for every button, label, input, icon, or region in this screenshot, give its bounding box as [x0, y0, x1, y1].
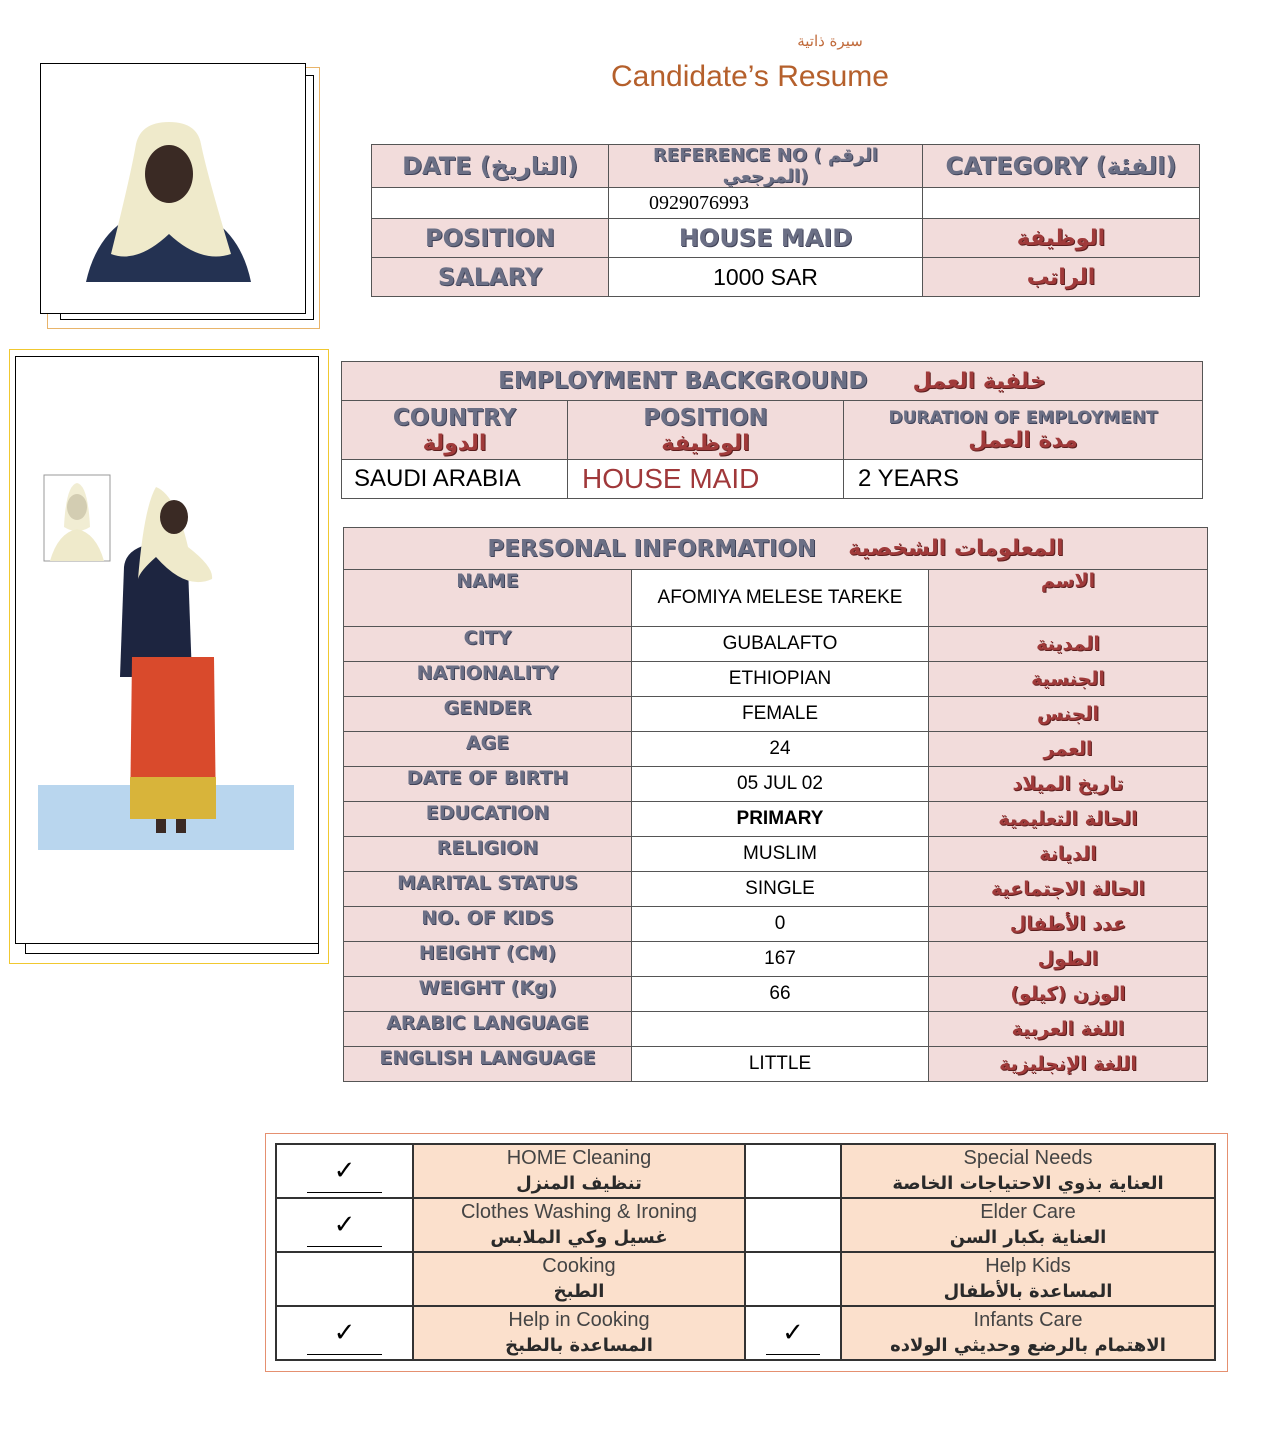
skill-label-ar: المساعدة بالأطفال — [943, 1281, 1113, 1302]
check-cell — [745, 1144, 841, 1198]
row-label-ar: اللغة الإنجليزية — [929, 1047, 1208, 1082]
row-label: MARITAL STATUS — [344, 872, 632, 907]
skill-row — [276, 1144, 1215, 1198]
row-value: GUBALAFTO — [632, 627, 929, 662]
emp-position-header — [568, 401, 844, 460]
fullbody-image — [16, 357, 318, 943]
skill-label: Elder Care — [980, 1201, 1076, 1223]
row-value: 0 — [632, 907, 929, 942]
skill-cell — [413, 1198, 745, 1252]
check-cell — [745, 1198, 841, 1252]
skill-row — [276, 1198, 1215, 1252]
row-label: DATE OF BIRTH — [344, 767, 632, 802]
row-value — [632, 1012, 929, 1047]
skill-cell — [841, 1144, 1215, 1198]
row-label-ar: الحالة الاجتماعية — [929, 872, 1208, 907]
row-label-ar: عدد الأطفال — [929, 907, 1208, 942]
row-value: ETHIOPIAN — [632, 662, 929, 697]
row-value: PRIMARY — [632, 802, 929, 837]
table-row — [344, 802, 1208, 837]
row-label-ar: الديانة — [929, 837, 1208, 872]
check-icon: ✓ — [333, 1210, 356, 1240]
portrait-image — [41, 64, 305, 313]
check-cell — [276, 1198, 413, 1252]
skill-cell — [841, 1306, 1215, 1360]
skill-label-ar: تنظيف المنزل — [516, 1173, 642, 1194]
check-cell — [276, 1252, 413, 1306]
skill-label: Help in Cooking — [508, 1309, 650, 1331]
row-value: 167 — [632, 942, 929, 977]
employment-title-ar: خلفية العمل — [912, 369, 1046, 394]
duration-value: 2 YEARS — [844, 460, 1203, 499]
skill-cell — [841, 1252, 1215, 1306]
row-label: EDUCATION — [344, 802, 632, 837]
row-label: NAME — [344, 570, 632, 627]
table-row — [344, 732, 1208, 767]
country-header — [342, 401, 568, 460]
table-row — [344, 1047, 1208, 1082]
skill-label-ar: الطبخ — [553, 1281, 605, 1302]
skill-label: Help Kids — [985, 1255, 1071, 1277]
personal-header — [344, 528, 1208, 570]
skill-label-ar: العناية بكبار السن — [949, 1227, 1107, 1248]
row-label-ar: تاريخ الميلاد — [929, 767, 1208, 802]
personal-title: PERSONAL INFORMATION — [487, 535, 817, 562]
country-label-ar: الدولة — [422, 430, 487, 456]
table-row — [344, 1012, 1208, 1047]
skill-row — [276, 1252, 1215, 1306]
skill-label: Infants Care — [973, 1309, 1083, 1331]
page-title: Candidate’s Resume — [611, 60, 889, 93]
row-value: 05 JUL 02 — [632, 767, 929, 802]
skill-label-ar: غسيل وكي الملابس — [490, 1227, 668, 1248]
row-value: 24 — [632, 732, 929, 767]
country-value: SAUDI ARABIA — [342, 460, 568, 499]
emp-position-label-ar: الوظيفة — [661, 430, 750, 456]
duration-header — [844, 401, 1203, 460]
employment-header — [342, 362, 1203, 401]
table-row — [344, 942, 1208, 977]
row-label: CITY — [344, 627, 632, 662]
date-label: DATE (التاريخ) — [372, 145, 609, 188]
duration-label: DURATION OF EMPLOYMENT — [888, 407, 1158, 428]
row-value: SINGLE — [632, 872, 929, 907]
row-label-ar: الطول — [929, 942, 1208, 977]
skill-label-ar: العناية بذوي الاحتياجات الخاصة — [892, 1173, 1164, 1194]
skill-cell — [413, 1306, 745, 1360]
row-label: RELIGION — [344, 837, 632, 872]
row-label-ar: اللغة العربية — [929, 1012, 1208, 1047]
check-icon: ✓ — [333, 1156, 356, 1186]
skill-label-ar: المساعدة بالطبخ — [505, 1335, 653, 1356]
skill-label: Clothes Washing & Ironing — [460, 1201, 698, 1223]
row-value: MUSLIM — [632, 837, 929, 872]
skill-cell — [413, 1252, 745, 1306]
top-info-table — [371, 144, 1200, 297]
emp-position-label: POSITION — [643, 404, 768, 431]
row-label: ARABIC LANGUAGE — [344, 1012, 632, 1047]
skill-cell — [841, 1198, 1215, 1252]
position-label-ar: الوظيفة — [923, 219, 1200, 258]
position-label: POSITION — [372, 219, 609, 258]
table-row — [344, 872, 1208, 907]
duration-label-ar: مدة العمل — [968, 427, 1078, 453]
row-label-ar: الوزن (كيلو) — [929, 977, 1208, 1012]
country-label: COUNTRY — [392, 404, 517, 431]
row-value: FEMALE — [632, 697, 929, 732]
date-value — [372, 188, 609, 219]
passport-photo — [40, 63, 306, 314]
reference-label: REFERENCE NO ( الرقم المرجعي) — [609, 145, 923, 188]
check-cell — [745, 1306, 841, 1360]
row-label: GENDER — [344, 697, 632, 732]
row-label-ar: الجنسية — [929, 662, 1208, 697]
personal-title-ar: المعلومات الشخصية — [848, 535, 1064, 561]
table-row — [344, 907, 1208, 942]
employment-title: EMPLOYMENT BACKGROUND — [498, 368, 868, 394]
row-label-ar: الاسم — [929, 570, 1208, 627]
salary-label-ar: الراتب — [923, 258, 1200, 297]
skill-label: HOME Cleaning — [506, 1147, 652, 1169]
fullbody-photo — [15, 356, 319, 944]
row-label: AGE — [344, 732, 632, 767]
row-value: LITTLE — [632, 1047, 929, 1082]
salary-label: SALARY — [372, 258, 609, 297]
check-icon: ✓ — [333, 1318, 356, 1348]
row-label-ar: الحالة التعليمية — [929, 802, 1208, 837]
row-label: NATIONALITY — [344, 662, 632, 697]
reference-value: 0929076993 — [609, 188, 923, 219]
check-cell — [745, 1252, 841, 1306]
skill-label: Special Needs — [963, 1147, 1093, 1169]
row-label: WEIGHT (Kg) — [344, 977, 632, 1012]
table-row — [344, 767, 1208, 802]
row-label: NO. OF KIDS — [344, 907, 632, 942]
position-value: HOUSE MAID — [609, 219, 923, 258]
category-value — [923, 188, 1200, 219]
personal-info-table — [343, 527, 1208, 1082]
table-row — [344, 977, 1208, 1012]
table-row — [344, 662, 1208, 697]
check-cell — [276, 1144, 413, 1198]
check-cell — [276, 1306, 413, 1360]
skill-label: Cooking — [542, 1255, 616, 1277]
row-label-ar: المدينة — [929, 627, 1208, 662]
skill-cell — [413, 1144, 745, 1198]
check-icon: ✓ — [782, 1318, 804, 1348]
row-value: 66 — [632, 977, 929, 1012]
skill-row — [276, 1306, 1215, 1360]
row-label-ar: الجنس — [929, 697, 1208, 732]
row-label-ar: العمر — [929, 732, 1208, 767]
emp-position-value: HOUSE MAID — [568, 460, 844, 499]
row-value: AFOMIYA MELESE TAREKE — [632, 570, 929, 627]
table-row — [344, 837, 1208, 872]
skill-label-ar: الاهتمام بالرضع وحديثي الولاده — [890, 1335, 1166, 1356]
row-label: ENGLISH LANGUAGE — [344, 1047, 632, 1082]
employment-table — [341, 361, 1203, 499]
table-row — [344, 570, 1208, 627]
salary-value: 1000 SAR — [609, 258, 923, 297]
row-label: HEIGHT (CM) — [344, 942, 632, 977]
title-arabic: سيرة ذاتية — [797, 32, 863, 50]
table-row — [344, 697, 1208, 732]
table-row — [344, 627, 1208, 662]
category-label: CATEGORY (الفئة) — [923, 145, 1200, 188]
skills-table — [275, 1143, 1216, 1361]
